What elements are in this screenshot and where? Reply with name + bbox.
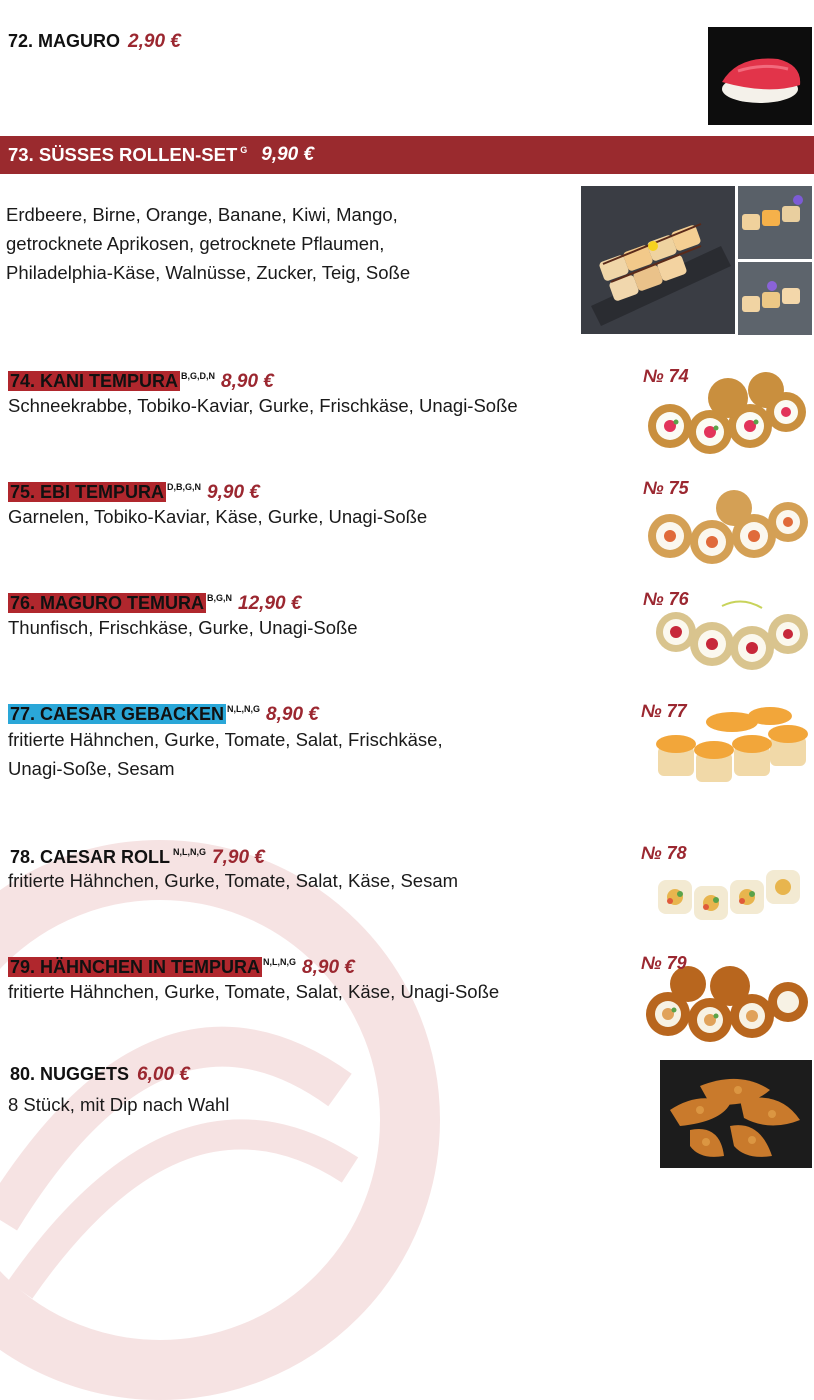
item-allergens: N,L,N,G [173,847,207,857]
item-number-label: № 76 [643,589,689,609]
item-number-label: № 77 [641,701,687,721]
menu-item-76-description: Thunfisch, Frischkäse, Gurke, Unagi-Soße [8,617,358,638]
menu-item-75-description: Garnelen, Tobiko-Kaviar, Käse, Gurke, Unagi-Soße [8,506,428,527]
menu-item-80-description: 8 Stück, mit Dip nach Wahl [8,1094,230,1115]
item-allergens: N,L,N,G [263,957,297,967]
menu-item-75-title [8,475,260,505]
item-price: 2,90 € [128,31,181,52]
sweet-rolls-photo-small-1 [738,186,812,259]
nuggets-photo [660,1060,812,1168]
sweet-rolls-photo [581,186,735,334]
item-price: 12,90 € [238,593,302,614]
menu-item-77-title [8,697,319,727]
item-price: 8,90 € [266,704,319,725]
menu-item-73-description: Erdbeere, Birne, Orange, Banane, Kiwi, Mango, getrocknete Aprikosen, getrocknete Pflaumen, Philadelphia-Käse, Walnüsse, Zucker, Teig, Soße [6,204,411,283]
item-name: 74. KANI TEMPURA [10,371,179,391]
item-allergens: B,G,N [207,593,233,603]
item-price: 9,90 € [261,144,315,165]
item-allergens: D,B,G,N [167,482,202,492]
maguro-photo [708,27,812,125]
item-number-label: № 78 [641,843,687,863]
menu-item-74-title [8,364,274,394]
item-price: 8,90 € [221,371,274,392]
item-name: 73. SÜSSES ROLLEN-SET $^G$ [8,144,248,165]
menu-item-77-description: fritierte Hähnchen, Gurke, Tomate, Salat, Frischkäse, Unagi-Soße, Sesam [8,729,443,779]
item-price: 7,90 € [212,847,265,868]
item-name: 76. MAGURO TEMURA [10,593,205,613]
menu-item-79-description: fritierte Hähnchen, Gurke, Tomate, Salat, Käse, Unagi-Soße [8,981,500,1002]
menu-item-72-title [6,29,181,54]
item-number-label: № 74 [643,366,689,386]
item-number-label: № 75 [643,478,689,498]
item-price: 6,00 € [137,1064,190,1085]
item-price: 8,90 € [302,957,355,978]
item-price: 9,90 € [207,482,260,503]
item-name: 75. EBI TEMPURA [10,482,165,502]
menu-item-74-description: Schneekrabbe, Tobiko-Kaviar, Gurke, Frischkäse, Unagi-Soße [8,395,518,416]
watermark-logo [0,840,440,1400]
item-name: 72. MAGURO [8,31,121,51]
menu-item-80-title [8,1062,190,1087]
menu-item-73-banner [0,136,814,174]
menu-item-76-title [8,586,301,616]
item-allergens: B,G,D,N [181,371,216,381]
menu-item-78-description: fritierte Hähnchen, Gurke, Tomate, Salat, Käse, Sesam [8,870,459,891]
item-name: 80. NUGGETS [10,1064,130,1084]
item-name: 77. CAESAR GEBACKEN [10,704,225,724]
item-allergens: N,L,N,G [227,704,261,714]
item-name: 78. CAESAR ROLL [10,847,171,867]
sweet-rolls-photo-small-2 [738,262,812,335]
item-number-label: № 79 [641,953,687,973]
menu-item-79-title [8,950,355,980]
item-name: 79. HÄHNCHEN IN TEMPURA [10,957,261,977]
